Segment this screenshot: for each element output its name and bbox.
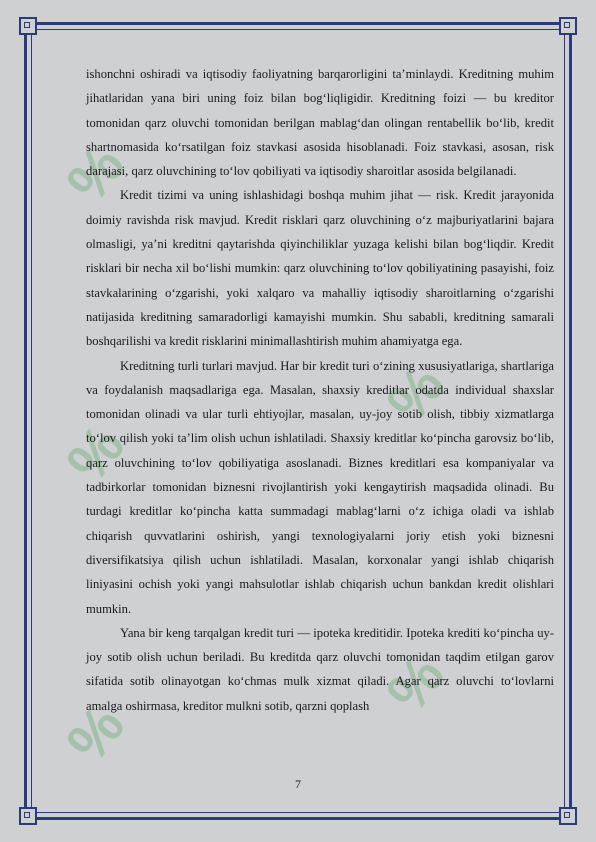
watermark-mark: %: [374, 353, 458, 434]
frame-corner-ornament: [559, 807, 577, 825]
paragraph: Kreditning turli turlari mavjud. Har bir kredit turi o‘zining xususiyatlariga, shartlariga va foydalanish maqsadlariga ega. Masalan, shaxsiy kreditlar odatda individual shaxslar tomonidan olinadi va ular turli ehtiyojlar, masalan, uy-joy sotib olish, tibbiy xizmatlarga to‘lov qilish yoki ta’lim olish uchun ishlatiladi. Shaxsiy kreditlar ko‘pincha garovsiz bo‘lib, qarz oluvchining to‘lov qobiliyatiga asoslanadi. Biznes kreditlari esa kompaniyalar va tadbirkorlar tomonidan biznesni rivojlantirish yoki kengaytirish maqsadida olinadi. Bu turdagi kreditlar ko‘pincha katta summadagi mablag‘larni o‘z ichiga oladi va ishlab chiqarish quvvatlarini oshirish, yangi texnologiyalarni joriy etish yoki biznesni diversifikatsiya qilish uchun ishlatiladi. Masalan, korxonalar yangi ishlab chiqarish liniyasini ochish yoki yangi mahsulotlar ishlab chiqarish uchun bankdan kredit olishlari mumkin.: [86, 358, 554, 616]
frame-corner-ornament: [19, 17, 37, 35]
paragraph: Kredit tizimi va uning ishlashidagi boshqa muhim jihat — risk. Kredit jarayonida doimiy ravishda risk mavjud. Kredit risklari qarz oluvchining o‘z majburiyatlarini bajara olmasligi, ya’ni kreditni qaytarishda qiyinchiliklar yuzaga kelishi bilan bog‘liqdir. Kredit risklari bir necha xil bo‘lishi mumkin: qarz oluvchining to‘lov qobiliyatining pasayishi, foiz stavkalarining o‘zgarishi, yoki xalqaro va mahalliy iqtisodiy sharoitlarning o‘zgarishi natijasida kreditning samaradorligi kamayishi mumkin. Shu sababli, kreditning samarali boshqarilishi va kredit risklarini minimallashtirish muhim ahamiyatga ega.: [86, 188, 554, 349]
page-number: 7: [295, 777, 301, 791]
frame-corner-ornament: [559, 17, 577, 35]
watermark-mark: %: [374, 643, 458, 724]
frame-corner-ornament: [19, 807, 37, 825]
paragraph: Yana bir keng tarqalgan kredit turi — ipoteka kreditidir. Ipoteka krediti ko‘pincha uy-joy sotib olish uchun beriladi. Bu kreditda qarz oluvchi tomonidan taqdim etilgan garov sifatida sotib olinayotgan ko‘chmas mulk xizmat qiladi. Agar qarz oluvchi to‘lovlarni amalga oshirmasa, kreditor mulkni sotib, qarzni qoplash: [86, 625, 554, 713]
watermark-mark: %: [54, 413, 138, 494]
paragraph: ishonchni oshiradi va iqtisodiy faoliyatning barqarorligini ta’minlaydi. Kreditning muhim jihatlaridan yana biri uning foiz bilan bog‘liqligidir. Kreditning foizi — bu kreditor tomonidan qarz oluvchi tomonidan berilgan mablag‘dan olingan rentabellik bo‘lib, kredit shartnomasida ko‘rsatilgan foiz stavkasi asosida hisoblanadi. Foiz stavkasi, asosan, risk darajasi, qarz oluvchining to‘lov qobiliyati va iqtisodiy sharoitlar asosida belgilanadi.: [86, 67, 554, 179]
watermark-mark: %: [54, 693, 138, 774]
watermark-mark: %: [54, 133, 138, 214]
body-text: [86, 62, 554, 718]
